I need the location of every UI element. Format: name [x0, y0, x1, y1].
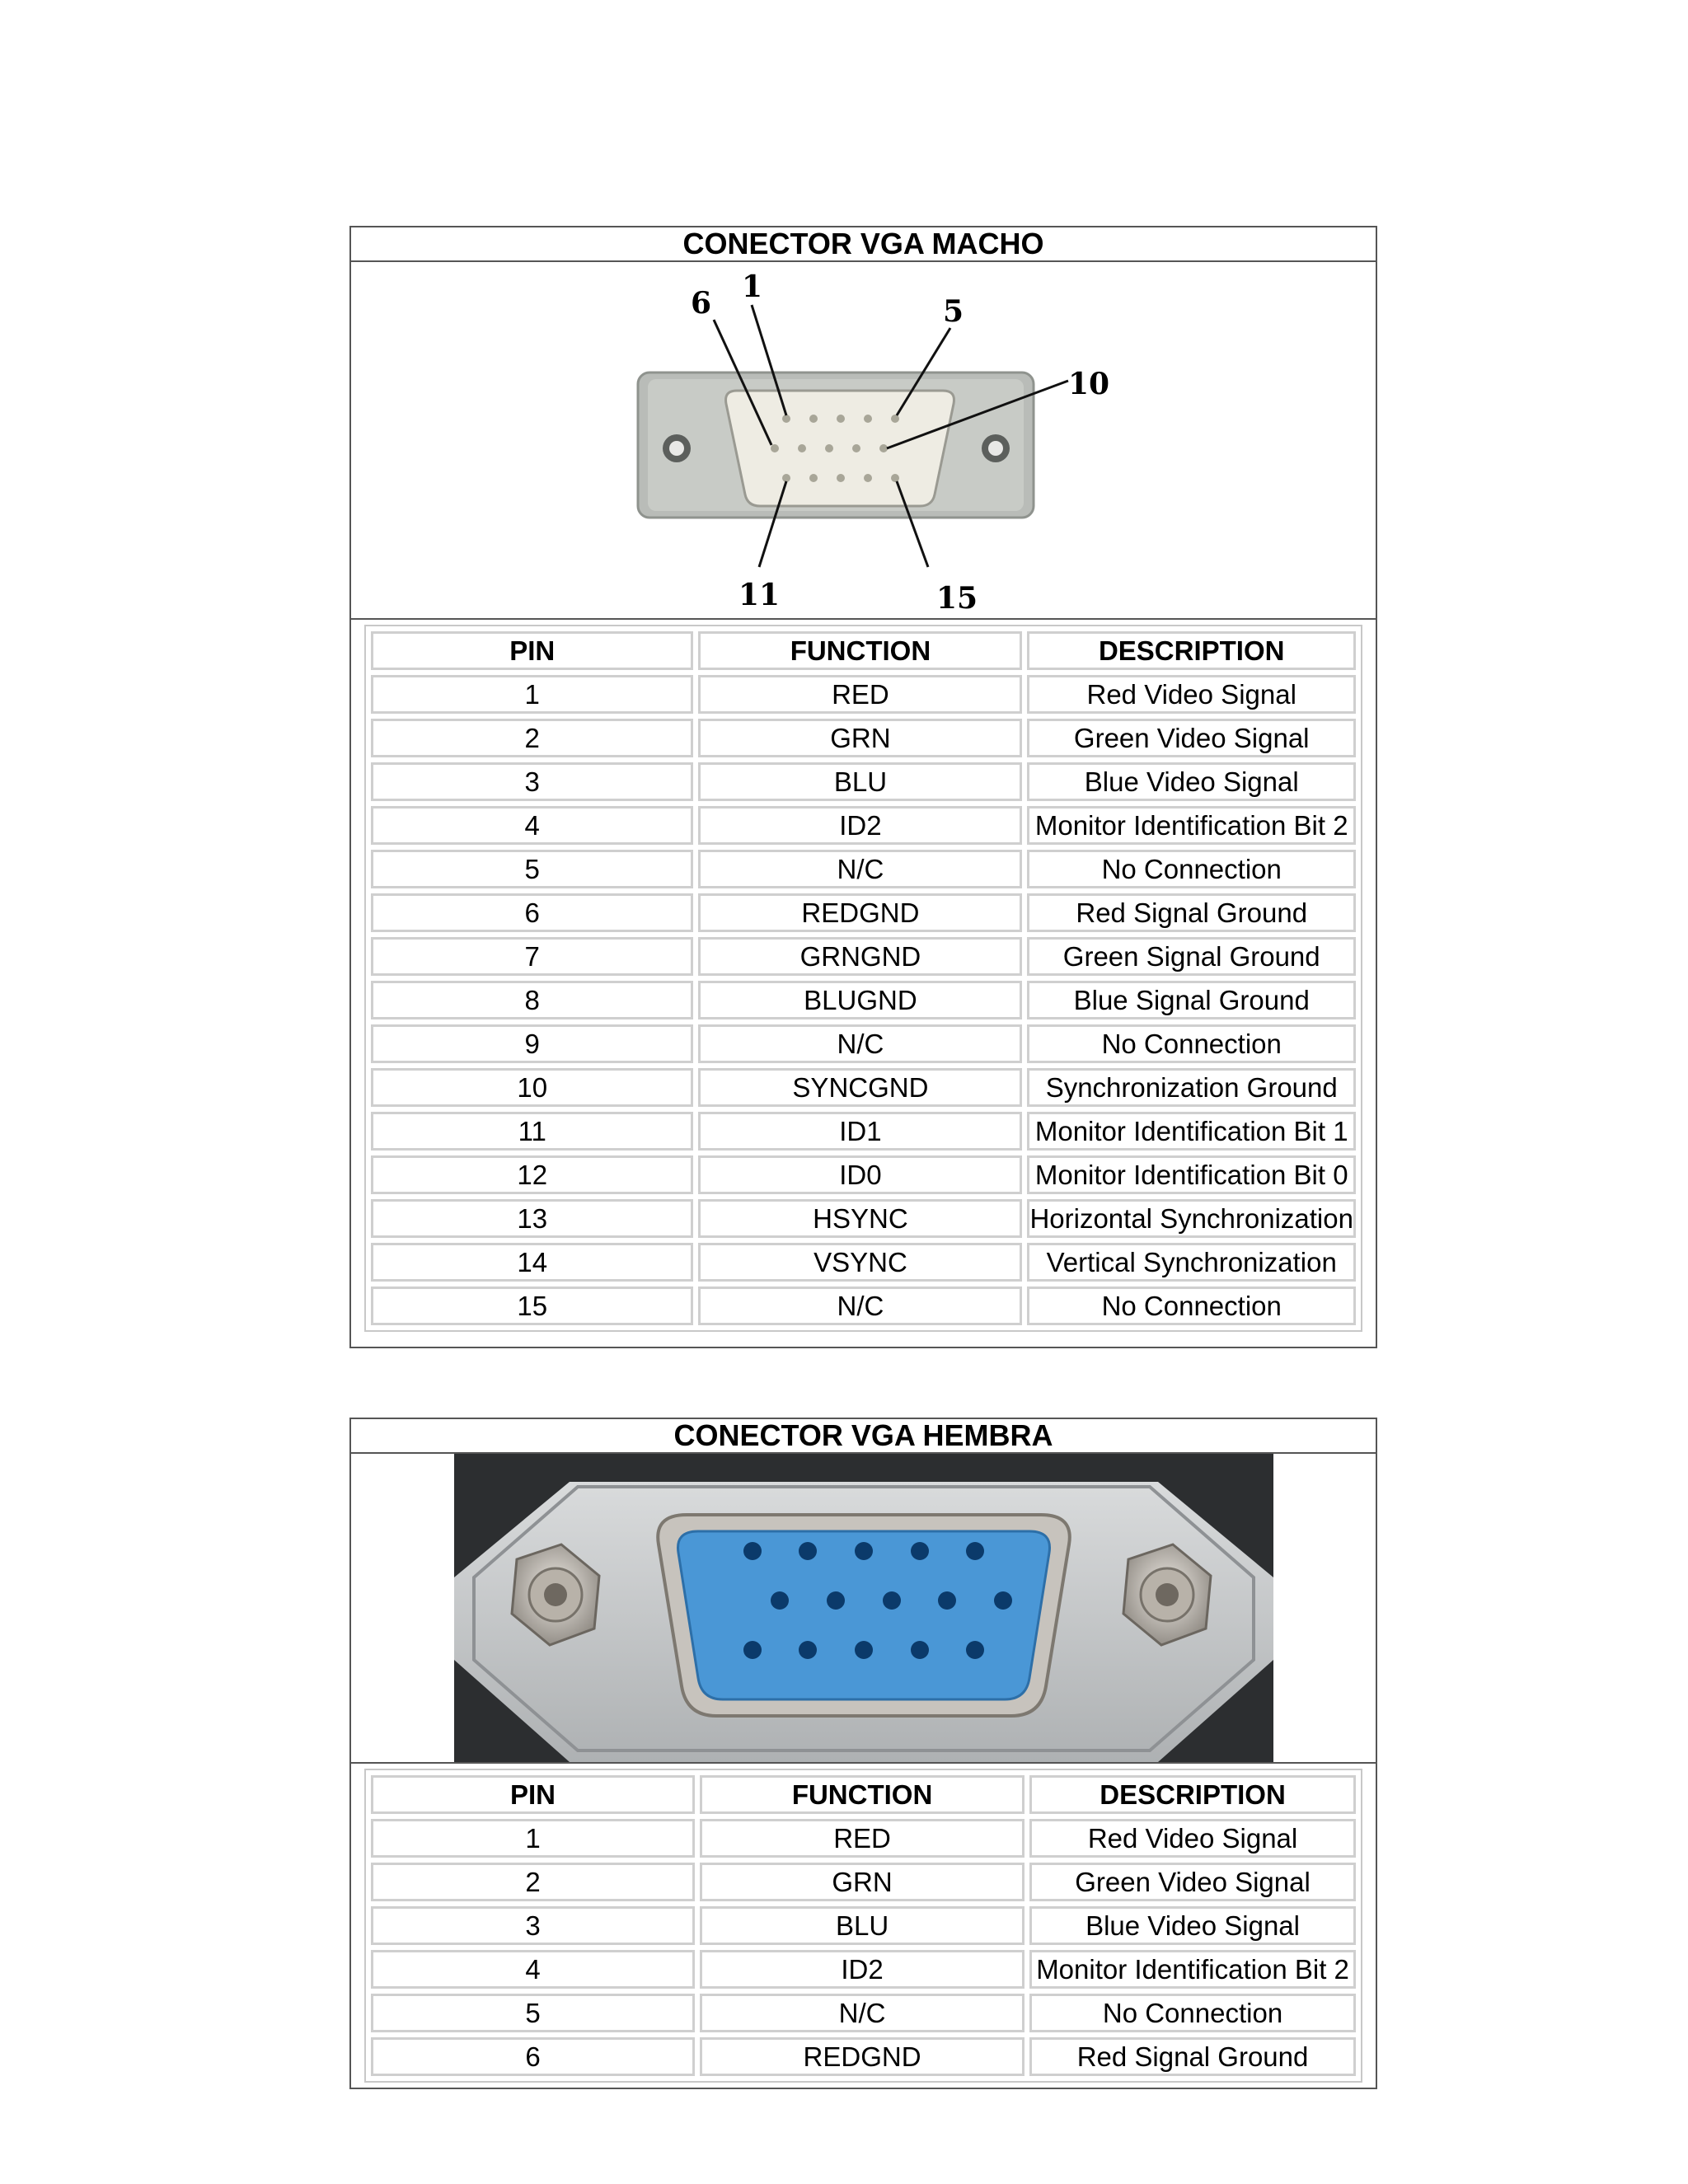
function-cell: N/C: [698, 1024, 1022, 1063]
pin-cell: 2: [371, 719, 693, 757]
table-header-row: [371, 1775, 1356, 1814]
function-cell: ID2: [698, 806, 1022, 845]
description-cell: Green Video Signal: [1029, 1863, 1356, 1901]
table-row: [371, 850, 1356, 888]
pin-cell: 1: [371, 1819, 695, 1858]
description-cell: Monitor Identification Bit 1: [1027, 1112, 1356, 1151]
header-pin: PIN: [371, 631, 693, 670]
pin-label-11: 11: [738, 578, 781, 612]
pin-label-15: 15: [936, 581, 978, 616]
description-cell: Blue Video Signal: [1027, 762, 1356, 801]
function-cell: GRN: [700, 1863, 1025, 1901]
description-cell: Horizontal Synchronization: [1027, 1199, 1356, 1238]
description-cell: Red Signal Ground: [1029, 2037, 1356, 2076]
function-cell: RED: [698, 675, 1022, 714]
table-row: [371, 1906, 1356, 1945]
description-cell: No Connection: [1027, 850, 1356, 888]
function-cell: GRN: [698, 719, 1022, 757]
function-cell: BLU: [698, 762, 1022, 801]
table-row: [371, 1243, 1356, 1282]
function-cell: GRNGND: [698, 937, 1022, 976]
female-vga-photo: [454, 1454, 1273, 1762]
male-vga-illustration: [351, 262, 1376, 618]
description-cell: Blue Signal Ground: [1027, 981, 1356, 1019]
male-connector-section: [349, 226, 1377, 1348]
pin-cell: 7: [371, 937, 693, 976]
description-cell: Monitor Identification Bit 2: [1027, 806, 1356, 845]
pin-cell: 8: [371, 981, 693, 1019]
table-header-row: [371, 631, 1356, 670]
description-cell: Synchronization Ground: [1027, 1068, 1356, 1107]
description-cell: Green Video Signal: [1027, 719, 1356, 757]
pin-cell: 2: [371, 1863, 695, 1901]
table-row: [371, 719, 1356, 757]
function-cell: VSYNC: [698, 1243, 1022, 1282]
table-row: [371, 675, 1356, 714]
description-cell: Red Video Signal: [1029, 1819, 1356, 1858]
function-cell: RED: [700, 1819, 1025, 1858]
table-row: [371, 1950, 1356, 1989]
header-function: FUNCTION: [700, 1775, 1025, 1814]
header-description: DESCRIPTION: [1027, 631, 1356, 670]
female-pinout-table: [364, 1769, 1362, 2083]
description-cell: Vertical Synchronization: [1027, 1243, 1356, 1282]
pin-cell: 4: [371, 1950, 695, 1989]
pin-cell: 15: [371, 1286, 693, 1325]
function-cell: SYNCGND: [698, 1068, 1022, 1107]
table-row: [371, 1199, 1356, 1238]
description-cell: Red Signal Ground: [1027, 893, 1356, 932]
description-cell: Red Video Signal: [1027, 675, 1356, 714]
pin-cell: 4: [371, 806, 693, 845]
pin-label-10: 10: [1068, 367, 1110, 401]
pin-cell: 12: [371, 1155, 693, 1194]
header-description: DESCRIPTION: [1029, 1775, 1356, 1814]
table-row: [371, 1994, 1356, 2032]
function-cell: N/C: [700, 1994, 1025, 2032]
pin-label-1: 1: [742, 269, 763, 304]
pin-cell: 9: [371, 1024, 693, 1063]
female-connector-title: CONECTOR VGA HEMBRA: [351, 1419, 1376, 1454]
pin-cell: 6: [371, 893, 693, 932]
pin-cell: 5: [371, 1994, 695, 2032]
header-function: FUNCTION: [698, 631, 1022, 670]
table-row: [371, 1068, 1356, 1107]
female-connector-section: [349, 1418, 1377, 2089]
pin-cell: 10: [371, 1068, 693, 1107]
female-connector-image: [351, 1454, 1376, 1764]
table-row: [371, 1863, 1356, 1901]
pin-cell: 3: [371, 762, 693, 801]
table-row: [371, 2037, 1356, 2076]
header-pin: PIN: [371, 1775, 695, 1814]
male-connector-image: [351, 262, 1376, 620]
table-row: [371, 937, 1356, 976]
function-cell: HSYNC: [698, 1199, 1022, 1238]
function-cell: BLU: [700, 1906, 1025, 1945]
pin-cell: 1: [371, 675, 693, 714]
description-cell: Green Signal Ground: [1027, 937, 1356, 976]
pin-cell: 5: [371, 850, 693, 888]
pin-cell: 6: [371, 2037, 695, 2076]
function-cell: ID2: [700, 1950, 1025, 1989]
function-cell: BLUGND: [698, 981, 1022, 1019]
function-cell: ID0: [698, 1155, 1022, 1194]
description-cell: Monitor Identification Bit 0: [1027, 1155, 1356, 1194]
description-cell: No Connection: [1027, 1024, 1356, 1063]
pin-cell: 3: [371, 1906, 695, 1945]
male-connector-title: CONECTOR VGA MACHO: [351, 227, 1376, 262]
function-cell: N/C: [698, 850, 1022, 888]
function-cell: REDGND: [698, 893, 1022, 932]
description-cell: Monitor Identification Bit 2: [1029, 1950, 1356, 1989]
table-row: [371, 1024, 1356, 1063]
table-row: [371, 1286, 1356, 1325]
table-row: [371, 1155, 1356, 1194]
pin-cell: 11: [371, 1112, 693, 1151]
description-cell: No Connection: [1027, 1286, 1356, 1325]
pin-label-6: 6: [691, 286, 712, 321]
male-pinout-table: [364, 625, 1362, 1332]
description-cell: Blue Video Signal: [1029, 1906, 1356, 1945]
function-cell: N/C: [698, 1286, 1022, 1325]
table-row: [371, 893, 1356, 932]
function-cell: REDGND: [700, 2037, 1025, 2076]
table-row: [371, 981, 1356, 1019]
table-row: [371, 806, 1356, 845]
pin-label-5: 5: [943, 294, 964, 329]
function-cell: ID1: [698, 1112, 1022, 1151]
table-row: [371, 1819, 1356, 1858]
table-row: [371, 762, 1356, 801]
pin-cell: 13: [371, 1199, 693, 1238]
table-row: [371, 1112, 1356, 1151]
pin-cell: 14: [371, 1243, 693, 1282]
description-cell: No Connection: [1029, 1994, 1356, 2032]
